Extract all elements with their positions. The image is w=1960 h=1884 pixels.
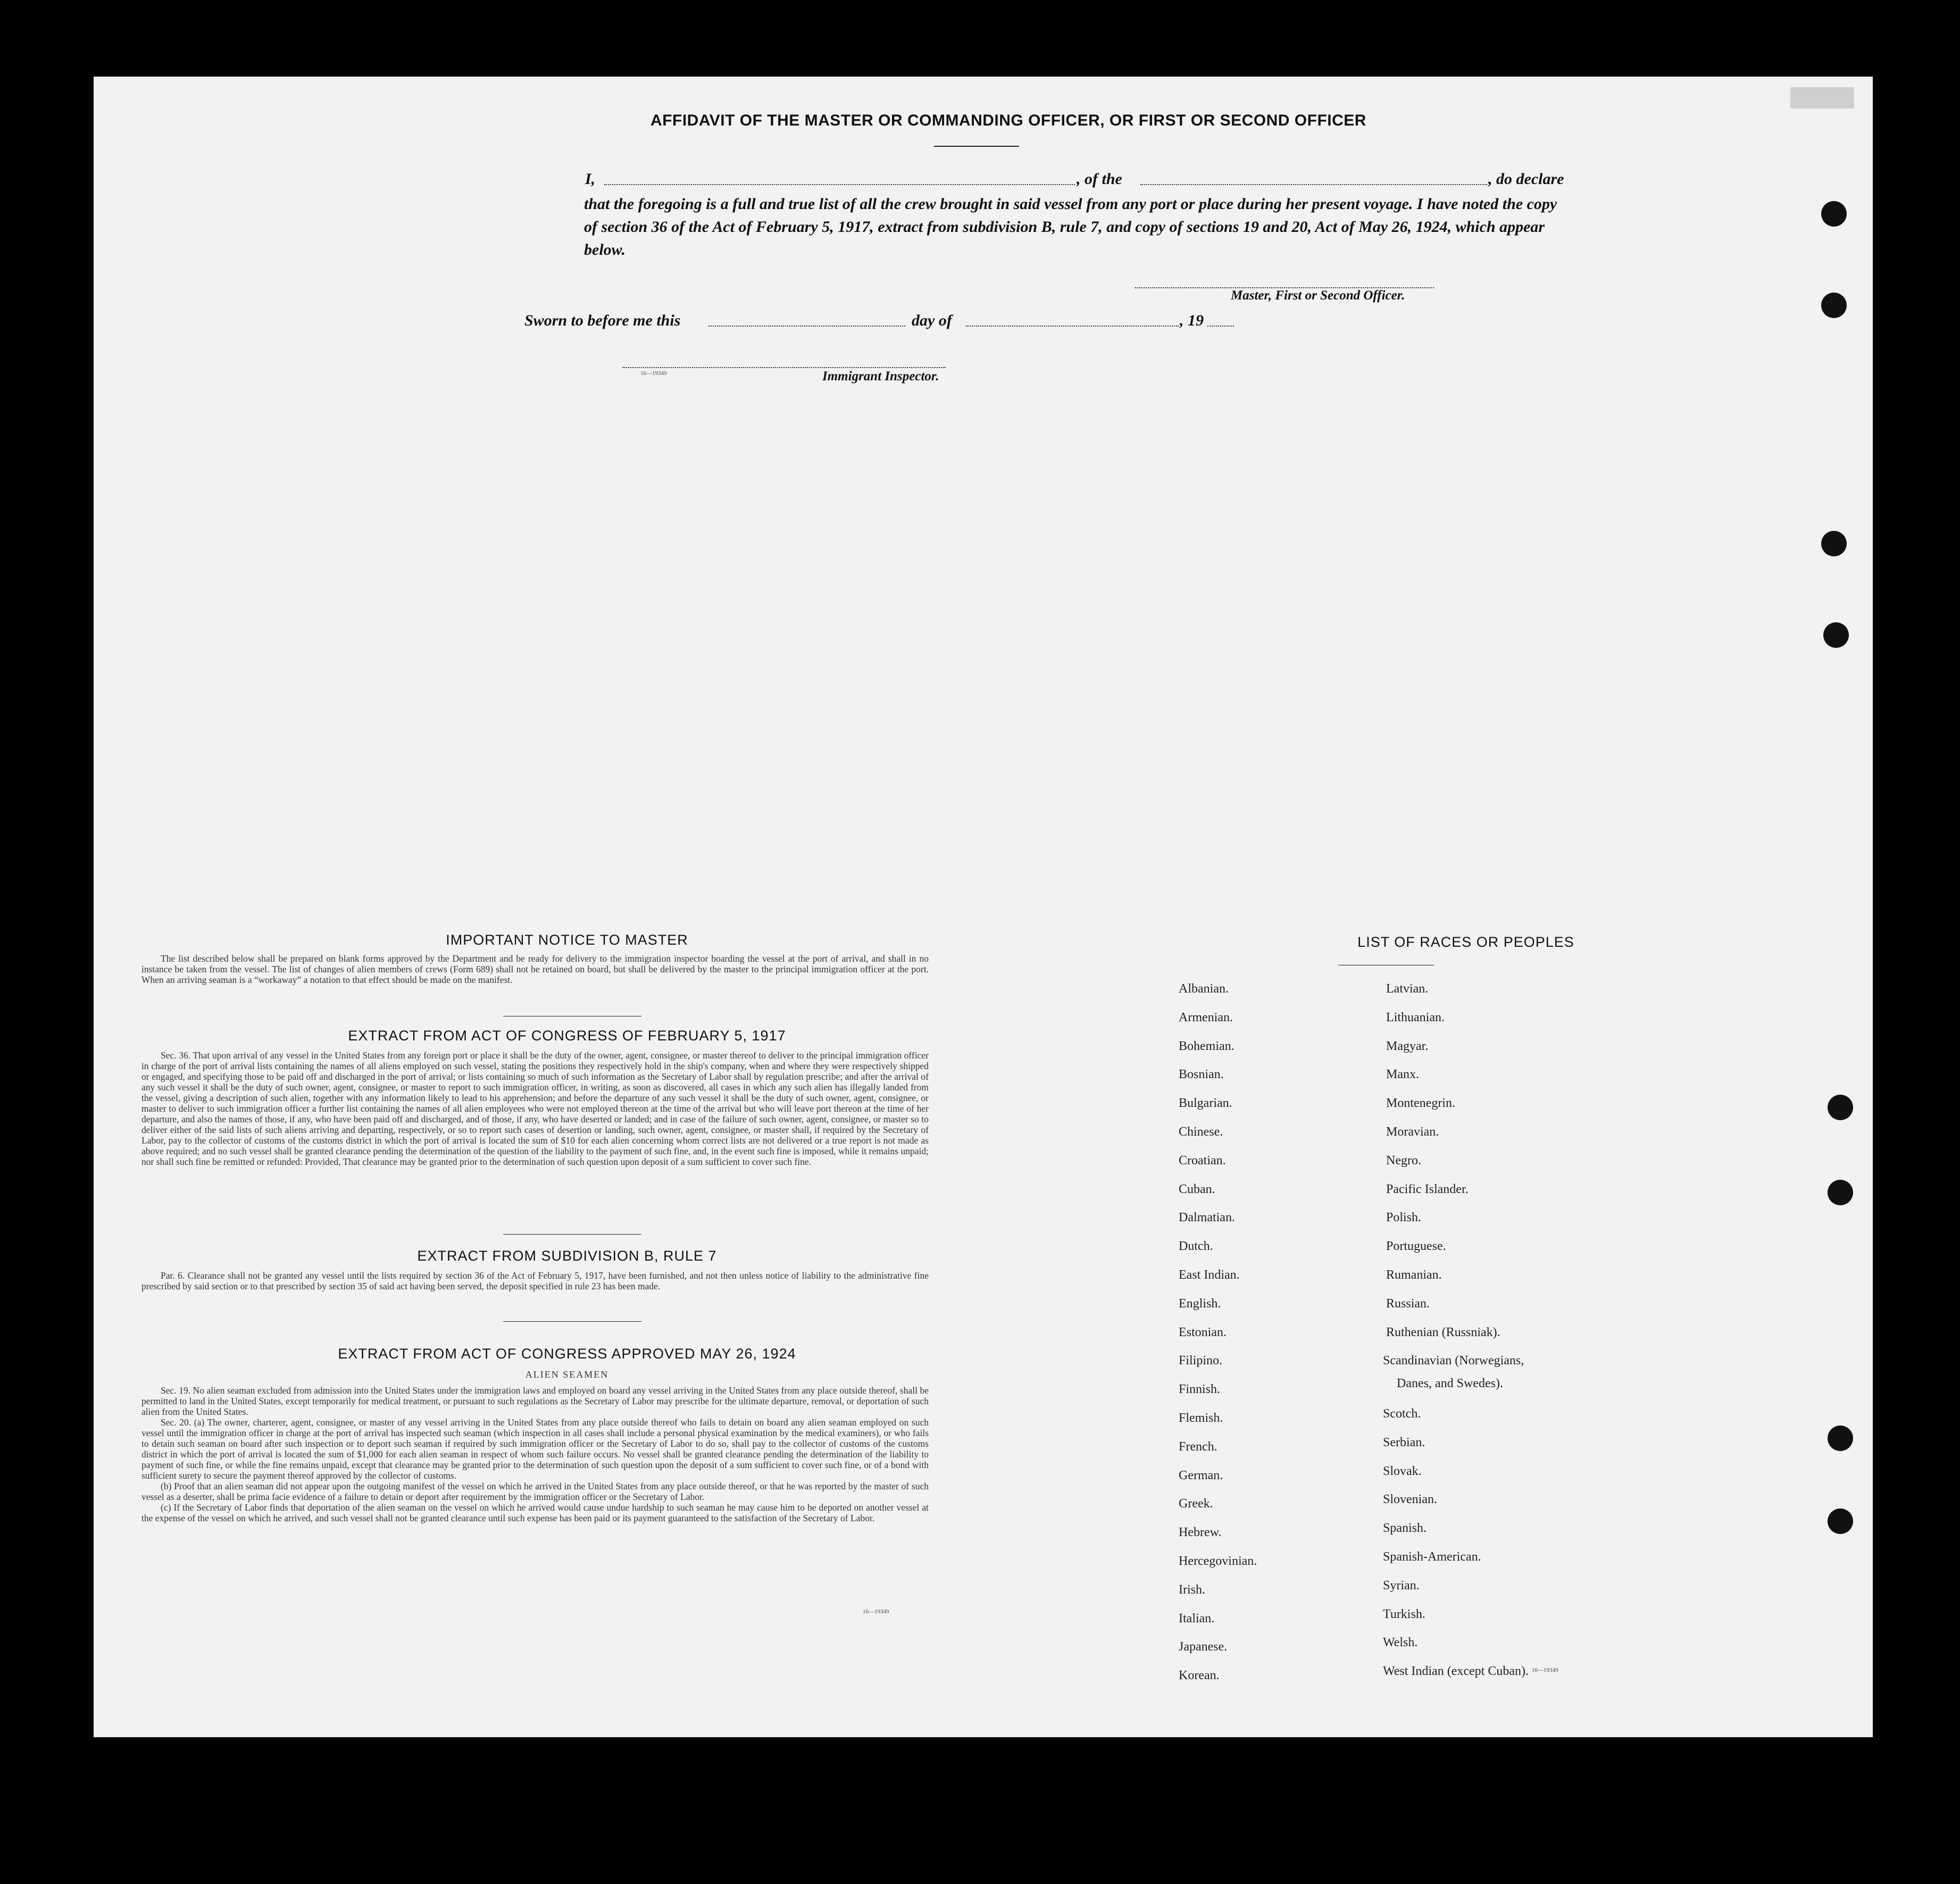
affidavit-title: AFFIDAVIT OF THE MASTER OR COMMANDING OFFICER, OR FIRST OR SECOND OFFICER (650, 112, 1366, 129)
race-item: West Indian (except Cuban). (1383, 1664, 1529, 1679)
rule7-rule (503, 1321, 641, 1322)
notice-text: The list described below shall be prepared on blank forms approved by the Department and be ready for delivery to the immigration inspector boarding the vessel at the port of arrival, and shall in no instance be taken from the vessel. The list of changes of alien members of crews (Form 689) shall not be retained on board, but shall be delivered by the master to the principal immigration officer at the port. When an arriving seaman is a “workaway” a notation to that effect should be made on the manifest. (141, 953, 929, 985)
race-item: Lithuanian. (1386, 1010, 1445, 1024)
form-page (94, 77, 1873, 1737)
punch-hole (1821, 531, 1847, 556)
punch-hole (1828, 1180, 1853, 1205)
race-item: East Indian. (1179, 1268, 1240, 1282)
extract-form-number: 16—19349 (863, 1608, 889, 1615)
sec20c-text: (c) If the Secretary of Labor finds that deportation of the alien seaman on the vessel on which he arrived would cause undue hardship to such seaman he may cause him to be deported on another vessel at the expense of the vessel on which he arrived, and such vessel shall not be granted clearance until such expense has been paid or its payment guaranteed to the satisfaction of the Secretary of Labor. (141, 1502, 929, 1523)
race-item: Montenegrin. (1386, 1096, 1455, 1111)
sworn-year-blank (1207, 326, 1234, 327)
race-item: German. (1179, 1468, 1223, 1482)
alien-seamen-subtitle: ALIEN SEAMEN (525, 1369, 609, 1380)
race-item: Flemish. (1179, 1411, 1223, 1425)
affidavit-line-i: I, (585, 170, 596, 188)
vessel-blank-line (1140, 184, 1487, 185)
punch-hole (1828, 1425, 1853, 1451)
race-item: Ruthenian (Russniak). (1386, 1325, 1500, 1339)
race-item: Scandinavian (Norwegians, (1383, 1354, 1524, 1368)
race-item: Dutch. (1179, 1239, 1213, 1254)
sec19-text: Sec. 19. No alien seaman excluded from admission into the United States under the immigration laws and employed on board any vessel arriving in the United States from any place outside thereof, shall be permitted to land in the United States, except temporarily for medical treatment, or pursuant to such regulations as the Secretary of Labor may prescribe for the ultimate departure, removal, or deportation of such alien from the United States. (141, 1385, 929, 1417)
affidavit-form-number: 16—19349 (640, 370, 667, 377)
race-item: Manx. (1386, 1068, 1419, 1082)
race-item: Estonian. (1179, 1325, 1227, 1339)
punch-hole (1821, 293, 1847, 318)
affidavit-line-declare: , do declare (1488, 170, 1564, 188)
races-title: LIST OF RACES OR PEOPLES (1357, 934, 1574, 950)
inspector-signature-line (622, 367, 946, 368)
race-item: Moravian. (1386, 1125, 1439, 1139)
rule7-text: Par. 6. Clearance shall not be granted any vessel until the lists required by section 36 of the Act of February 5, 1917, have been furnished, and not then unless notice of liability to the administrative fine prescribed by said section or to that prescribed by section 35 of said act having been served, the deposit specified in rule 23 has been made. (141, 1270, 929, 1291)
race-item: Scotch. (1383, 1407, 1421, 1421)
race-item: Bulgarian. (1179, 1096, 1232, 1111)
inspector-caption: Immigrant Inspector. (822, 369, 939, 384)
name-blank-line (604, 184, 1075, 185)
notice-title: IMPORTANT NOTICE TO MASTER (446, 932, 688, 948)
punch-hole (1823, 622, 1849, 648)
race-item: Korean. (1179, 1669, 1220, 1683)
race-item: Spanish. (1383, 1521, 1427, 1536)
signature-caption: Master, First or Second Officer. (1231, 288, 1405, 303)
sworn-day-of: day of (912, 312, 952, 329)
title-rule (934, 146, 1019, 147)
extract-1924-title: EXTRACT FROM ACT OF CONGRESS APPROVED MAY 26, 1924 (338, 1346, 796, 1362)
affidavit-paragraph: that the foregoing is a full and true list of all the crew brought in said vessel from any port or place during her present voyage. I have noted the copy of section 36 of the Act of February 5, 1917, extract from subdivision B, rule 7, and copy of sections 19 and 20, Act of May 26, 1924, which appear below. (584, 195, 1557, 259)
race-item: Irish. (1179, 1582, 1205, 1597)
race-item: Serbian. (1383, 1435, 1425, 1449)
race-item: Negro. (1386, 1153, 1421, 1168)
sworn-month-blank (966, 326, 1179, 327)
race-item: Bosnian. (1179, 1068, 1224, 1082)
race-scandinavian-continued: Danes, and Swedes). (1397, 1377, 1503, 1390)
punch-hole (1828, 1095, 1853, 1120)
race-item: Armenian. (1179, 1010, 1233, 1024)
race-item: English. (1179, 1296, 1221, 1311)
extract-1924-text (141, 1385, 929, 1523)
sworn-year: , 19 (1180, 312, 1204, 329)
race-item: Bohemian. (1179, 1039, 1235, 1053)
edge-scuff (1790, 87, 1854, 109)
race-item: Polish. (1386, 1211, 1422, 1225)
race-item: Hebrew. (1179, 1525, 1222, 1540)
race-item: Pacific Islander. (1386, 1182, 1469, 1196)
affidavit-line-of-the: , of the (1077, 170, 1122, 188)
race-item: Dalmatian. (1179, 1211, 1235, 1225)
race-item: Croatian. (1179, 1153, 1226, 1168)
race-item: Turkish. (1383, 1607, 1425, 1621)
race-item: Latvian. (1386, 982, 1429, 996)
sec20a-text: Sec. 20. (a) The owner, charterer, agent, consignee, or master of any vessel arriving in the United States from any place outside thereof who fails to detain on board any alien seaman employed on such vessel until the immigration officer in charge at the port of arrival has inspected such seaman (which inspection in all cases shall include a personal physical examination by the medical examiners), or who fails to detain such seaman on board after such inspection or to deport such seaman if required by such immigration officer or the Secretary of Labor to do so, shall pay to the collector of customs of the customs district in which the port of arrival is located the sum of $1,000 for each alien seaman in respect of whom such failure occurs. No vessel shall be granted clearance pending the determination of the liability to payment of such fine, or while the fine remains unpaid, except that clearance may be granted prior to the determination of such question upon the deposit of a sum sufficient to cover such fine, or of a bond with sufficient surety to secure the payment thereof approved by the collector of customs. (141, 1417, 929, 1481)
extract-1917-rule (503, 1234, 641, 1235)
extract-1917-title: EXTRACT FROM ACT OF CONGRESS OF FEBRUARY 5, 1917 (348, 1028, 786, 1044)
race-item: Syrian. (1383, 1578, 1420, 1593)
race-item: Portuguese. (1386, 1239, 1446, 1254)
race-item: Slovenian. (1383, 1493, 1437, 1507)
extract-1917-text: Sec. 36. That upon arrival of any vessel in the United States from any foreign port or place it shall be the duty of the owner, agent, consignee, or master thereof to deliver to the principal immigration officer in charge of the port of arrival lists containing the names of all aliens employed on such vessel, stating the positions they respectively hold in the ship's company, when and where they were respectively shipped or engaged, and specifying those to be paid off and discharged in the port of arrival; or lists containing so much of such information as the Secretary of Labor shall by regulation prescribe; and after the arrival of any such vessel it shall be the duty of such owner, agent, consignee, or master to report to such immigration officer, in writing, as soon as discovered, all cases in which any such alien has illegally landed from the vessel, giving a description of such alien, together with any information likely to lead to his apprehension; and before the departure of any such vessel it shall be the duty of such owner, agent, consignee, or master to deliver to such immigration officer a further list containing the names of all alien employees who were not employed thereon at the time of the arrival but who will leave port thereon at the time of her departure, and also the names of those, if any, who have been paid off and discharged, and of those, if any, who have deserted or landed; and in case of the failure of such owner, agent, consignee, or master so to deliver either of the said lists of such aliens arriving and departing, respectively, or so to report such cases of desertion or landing, such owner, agent, consignee, or master shall, if required by the Secretary of Labor, pay to the collector of customs of the customs district in which the port of arrival is located the sum of $10 for each alien concerning whom correct lists are not delivered or a true report is not made as above required; and no such vessel shall be granted clearance pending the determination of the question of the liability to the payment of such fine, and, in the event such fine is imposed, while it remains unpaid; nor shall such fine be remitted or refunded: Provided, That clearance may be granted prior to the determination of such question upon deposit of a sum sufficient to cover such fine. (141, 1050, 929, 1167)
race-item: Russian. (1386, 1296, 1430, 1311)
race-item: Albanian. (1179, 982, 1229, 996)
race-item: Italian. (1179, 1611, 1215, 1625)
race-item: French. (1179, 1439, 1217, 1454)
race-item: Greek. (1179, 1497, 1213, 1511)
sworn-day-blank (708, 326, 905, 327)
sworn-prefix: Sworn to before me this (524, 312, 681, 329)
race-item: Spanish-American. (1383, 1550, 1481, 1564)
race-item: Finnish. (1179, 1382, 1221, 1397)
sec20b-text: (b) Proof that an alien seaman did not appear upon the outgoing manifest of the vessel on which he arrived in the United States from any place outside thereof, or that he was reported by the master of such vessel as a deserter, shall be prima facie evidence of a failure to detain or deport after requirement by the immigration officer or the Secretary of Labor. (141, 1481, 929, 1502)
race-item: Slovak. (1383, 1464, 1422, 1478)
race-item: Hercegovinian. (1179, 1554, 1257, 1568)
race-item: Japanese. (1179, 1640, 1228, 1654)
punch-hole (1821, 201, 1847, 227)
race-item: Filipino. (1179, 1354, 1223, 1368)
rule7-title: EXTRACT FROM SUBDIVISION B, RULE 7 (417, 1248, 717, 1264)
race-item: Chinese. (1179, 1125, 1223, 1139)
race-item: Welsh. (1383, 1636, 1418, 1650)
race-item: Rumanian. (1386, 1268, 1442, 1282)
punch-hole (1828, 1508, 1853, 1534)
race-item: Cuban. (1179, 1182, 1215, 1196)
races-form-number: 16—19349 (1532, 1667, 1558, 1673)
race-item: Magyar. (1386, 1039, 1429, 1053)
